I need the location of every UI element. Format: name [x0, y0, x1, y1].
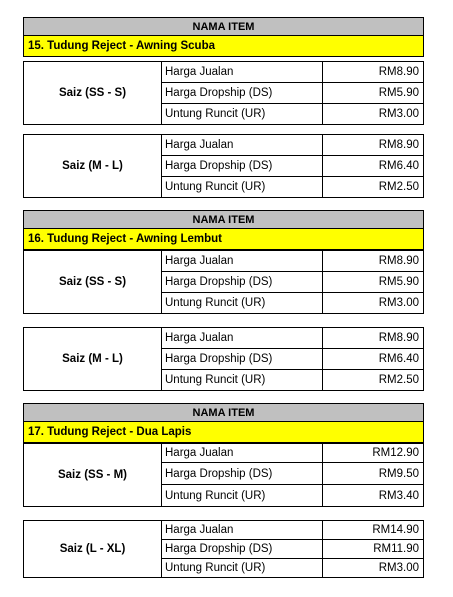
price-table — [23, 443, 424, 507]
row-label: Untung Runcit (UR) — [162, 293, 323, 314]
row-label: Untung Runcit (UR) — [162, 485, 323, 507]
column-header: NAMA ITEM — [23, 403, 424, 422]
price-value: RM14.90 — [323, 521, 424, 540]
row-label: Untung Runcit (UR) — [162, 559, 323, 578]
price-value: RM3.00 — [323, 104, 424, 125]
column-header: NAMA ITEM — [23, 17, 424, 36]
price-value: RM6.40 — [323, 349, 424, 370]
size-label: Saiz (M - L) — [24, 135, 162, 198]
item-title: 17. Tudung Reject - Dua Lapis — [23, 422, 424, 443]
size-label: Saiz (SS - S) — [24, 251, 162, 314]
price-value: RM11.90 — [323, 540, 424, 559]
row-label: Harga Jualan — [162, 135, 323, 156]
row-label: Harga Jualan — [162, 328, 323, 349]
row-label: Harga Dropship (DS) — [162, 83, 323, 104]
row-label: Harga Jualan — [162, 251, 323, 272]
row-label: Harga Jualan — [162, 521, 323, 540]
price-value: RM3.40 — [323, 485, 424, 507]
price-table — [23, 327, 424, 391]
table-row — [24, 251, 424, 272]
row-label: Harga Dropship (DS) — [162, 272, 323, 293]
price-value: RM8.90 — [323, 62, 424, 83]
row-label: Untung Runcit (UR) — [162, 177, 323, 198]
price-value: RM9.50 — [323, 463, 424, 485]
price-table — [23, 134, 424, 198]
item-title: 15. Tudung Reject - Awning Scuba — [23, 36, 424, 57]
table-row — [24, 521, 424, 540]
price-value: RM3.00 — [323, 293, 424, 314]
table-row — [24, 444, 424, 463]
price-table — [23, 520, 424, 578]
price-value: RM2.50 — [323, 370, 424, 391]
size-label: Saiz (M - L) — [24, 328, 162, 391]
size-label: Saiz (L - XL) — [24, 521, 162, 578]
size-label: Saiz (SS - S) — [24, 62, 162, 125]
price-value: RM12.90 — [323, 444, 424, 463]
item-header-block — [23, 17, 424, 57]
table-row — [24, 62, 424, 83]
row-label: Harga Dropship (DS) — [162, 349, 323, 370]
table-row — [24, 135, 424, 156]
row-label: Harga Dropship (DS) — [162, 156, 323, 177]
price-value: RM5.90 — [323, 272, 424, 293]
item-header-block — [23, 403, 424, 443]
row-label: Harga Jualan — [162, 62, 323, 83]
price-value: RM2.50 — [323, 177, 424, 198]
column-header: NAMA ITEM — [23, 210, 424, 229]
row-label: Harga Dropship (DS) — [162, 463, 323, 485]
price-table — [23, 61, 424, 125]
price-value: RM8.90 — [323, 135, 424, 156]
row-label: Untung Runcit (UR) — [162, 370, 323, 391]
price-value: RM8.90 — [323, 328, 424, 349]
item-title: 16. Tudung Reject - Awning Lembut — [23, 229, 424, 250]
price-value: RM3.00 — [323, 559, 424, 578]
row-label: Untung Runcit (UR) — [162, 104, 323, 125]
table-row — [24, 328, 424, 349]
item-header-block — [23, 210, 424, 250]
row-label: Harga Jualan — [162, 444, 323, 463]
size-label: Saiz (SS - M) — [24, 444, 162, 507]
row-label: Harga Dropship (DS) — [162, 540, 323, 559]
price-value: RM6.40 — [323, 156, 424, 177]
price-table — [23, 250, 424, 314]
price-value: RM5.90 — [323, 83, 424, 104]
price-value: RM8.90 — [323, 251, 424, 272]
